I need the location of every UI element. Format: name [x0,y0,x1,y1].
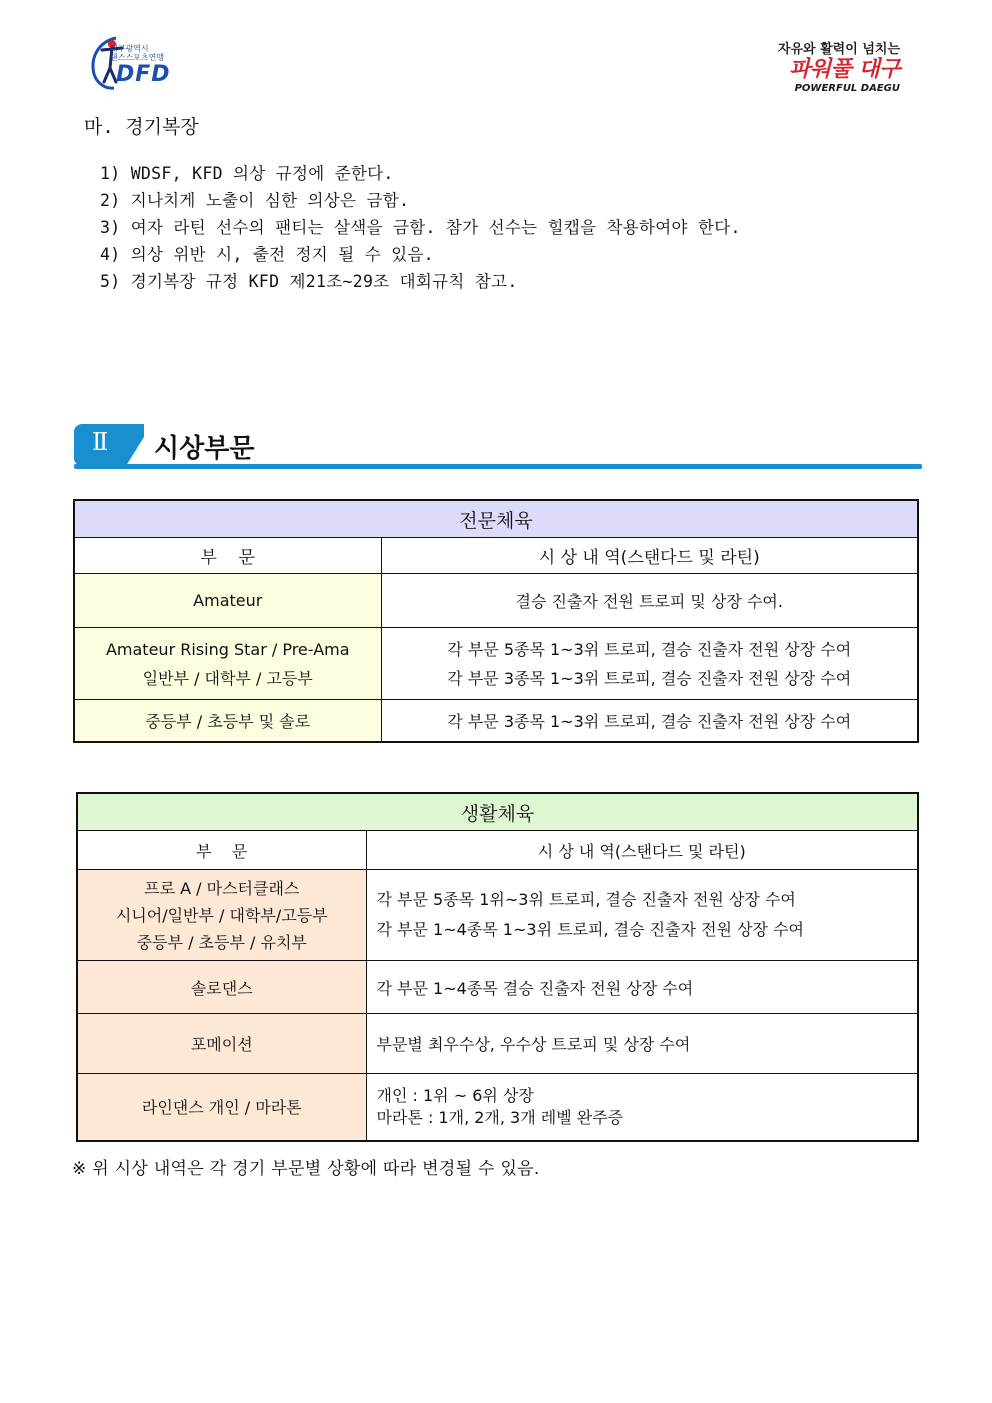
table-title: 전문체육 [74,500,918,538]
chapter-title: 시상부문 [154,434,255,464]
column-header-division: 부 문 [74,538,381,574]
division-cell: Amateur Rising Star / Pre-Ama 일반부 / 대학부 / 고등부 [74,628,381,700]
award-cell: 결승 진출자 전원 트로피 및 상장 수여. [381,574,918,628]
chapter-number: Ⅱ [92,428,109,456]
rule-item: 2) 지나치게 노출이 심한 의상은 금함. [100,191,410,210]
table-row [74,574,918,628]
award-cell: 각 부문 3종목 1~3위 트로피, 결승 진출자 전원 상장 수여 [381,700,918,742]
table-row [74,628,918,700]
division-cell: 포메이션 [77,1014,366,1074]
org-logo-text: DFD [116,62,171,87]
rule-item: 1) WDSF, KFD 의상 규정에 준한다. [100,164,394,183]
award-cell: 각 부문 5종목 1위~3위 트로피, 결승 진출자 전원 상장 수여 각 부문 1~4종목 1~3위 트로피, 결승 진출자 전원 상장 수여 [366,870,918,961]
section-title: 마. 경기복장 [84,116,199,138]
award-cell: 부문별 최우수상, 우수상 트로피 및 상장 수여 [366,1014,918,1074]
chapter-header [74,424,922,470]
award-cell: 각 부문 1~4종목 결승 진출자 전원 상장 수여 [366,961,918,1014]
table-title: 생활체육 [77,793,918,831]
dfd-logo [88,34,208,92]
footnote: ※ 위 시상 내역은 각 경기 부문별 상황에 따라 변경될 수 있음. [72,1159,540,1179]
org-name: 대구광역시 댄스스포츠연맹 [110,44,165,62]
rule-item: 3) 여자 라틴 선수의 팬티는 살색을 금함. 참가 선수는 힐캡을 착용하여야 한다. [100,218,741,237]
table-row [74,700,918,742]
column-header-award: 시 상 내 역(스탠다드 및 라틴) [366,831,918,870]
table-row [77,1074,918,1141]
slogan-main: 파워풀 대구 [789,57,900,82]
rules-list [100,160,741,295]
rule-item: 4) 의상 위반 시, 출전 정지 될 수 있음. [100,245,434,264]
rule-item: 5) 경기복장 규정 KFD 제21조~29조 대회규칙 참고. [100,272,518,291]
powerful-daegu-logo [760,38,900,94]
slogan-top: 자유와 활력이 넘치는 [777,42,900,57]
table-row [77,1014,918,1074]
division-cell: 중등부 / 초등부 및 솔로 [74,700,381,742]
division-cell: 라인댄스 개인 / 마라톤 [77,1074,366,1141]
column-header-division: 부 문 [77,831,366,870]
division-cell: Amateur [74,574,381,628]
award-cell: 개인 : 1위 ~ 6위 상장 마라톤 : 1개, 2개, 3개 레벨 완주증 [366,1074,918,1141]
table-row [77,870,918,961]
pro-award-table [73,499,919,743]
division-cell: 프로 A / 마스터클래스 시니어/일반부 / 대학부/고등부 중등부 / 초등부 / 유치부 [77,870,366,961]
slogan-sub: POWERFUL DAEGU [794,83,900,94]
award-cell: 각 부문 5종목 1~3위 트로피, 결승 진출자 전원 상장 수여 각 부문 3종목 1~3위 트로피, 결승 진출자 전원 상장 수여 [381,628,918,700]
life-award-table [76,792,919,1142]
division-cell: 솔로댄스 [77,961,366,1014]
table-row [77,961,918,1014]
column-header-award: 시 상 내 역(스탠다드 및 라틴) [381,538,918,574]
